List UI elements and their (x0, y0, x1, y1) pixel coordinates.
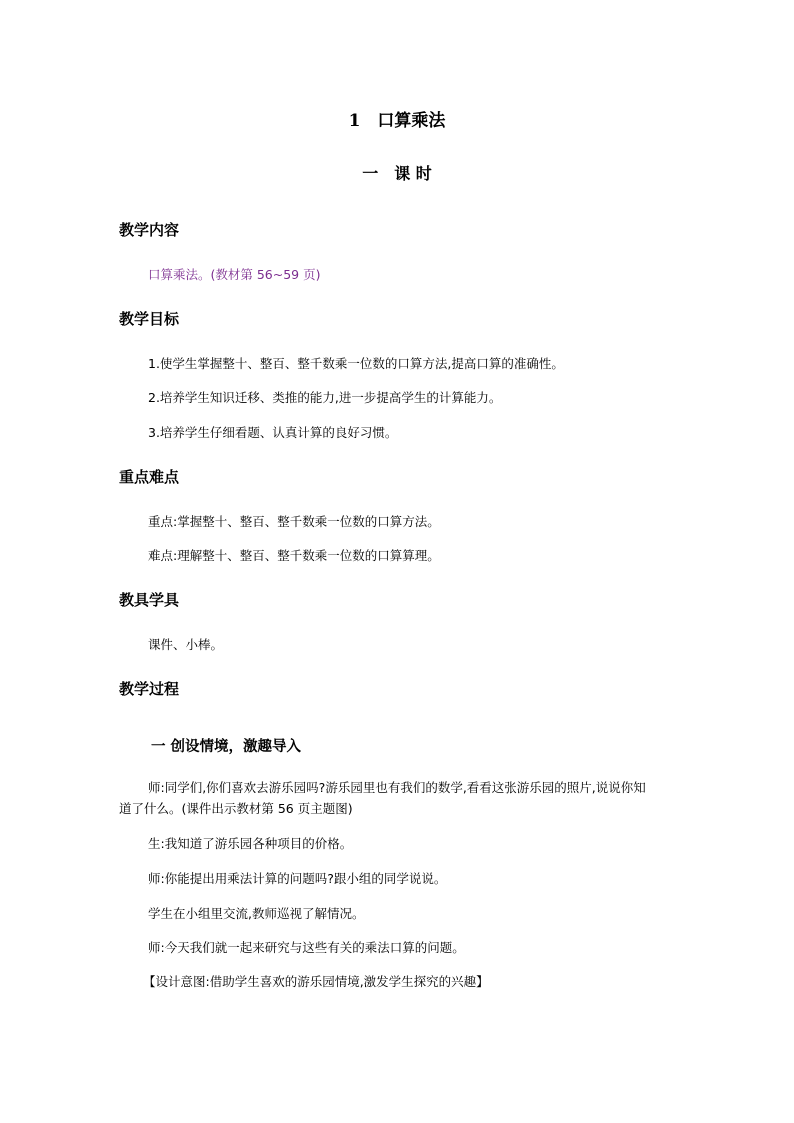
section-heading-tools: 教具学具 (119, 591, 180, 609)
goal-item: 3.培养学生仔细看题、认真计算的良好习惯。 (148, 425, 398, 440)
process-line: 生:我知道了游乐园各种项目的价格。 (148, 836, 353, 851)
goal-item: 2.培养学生知识迁移、类推的能力,进一步提高学生的计算能力。 (148, 390, 502, 405)
key-point-item: 重点:掌握整十、整百、整千数乘一位数的口算方法。 (148, 514, 440, 529)
content-text: 口算乘法。(教材第 56~59 页) (148, 267, 321, 282)
page-title: 1 口算乘法 (348, 111, 446, 131)
process-paragraph: 师:同学们,你们喜欢去游乐园吗?游乐园里也有我们的数学,看看这张游乐园的照片,说说你知道了什么。(课件出示教材第 56 页主题图) (119, 780, 646, 816)
design-intent-note: 【设计意图:借助学生喜欢的游乐园情境,激发学生探究的兴趣】 (143, 974, 489, 989)
process-line: 师:今天我们就一起来研究与这些有关的乘法口算的问题。 (148, 940, 465, 955)
key-point-item: 难点:理解整十、整百、整千数乘一位数的口算算理。 (148, 548, 440, 563)
goal-item: 1.使学生掌握整十、整百、整千数乘一位数的口算方法,提高口算的准确性。 (148, 356, 564, 371)
process-subheading: 一 创设情境，激趣导入 (151, 739, 302, 755)
tools-text: 课件、小棒。 (148, 637, 224, 652)
process-line: 师:你能提出用乘法计算的问题吗?跟小组的同学说说。 (148, 871, 447, 886)
process-line: 学生在小组里交流,教师巡视了解情况。 (148, 906, 365, 921)
section-heading-key-points: 重点难点 (119, 468, 180, 486)
section-heading-process: 教学过程 (119, 680, 180, 698)
page-subtitle: 一 课 时 (362, 164, 432, 183)
section-heading-content: 教学内容 (119, 221, 180, 239)
section-heading-goals: 教学目标 (119, 310, 180, 328)
